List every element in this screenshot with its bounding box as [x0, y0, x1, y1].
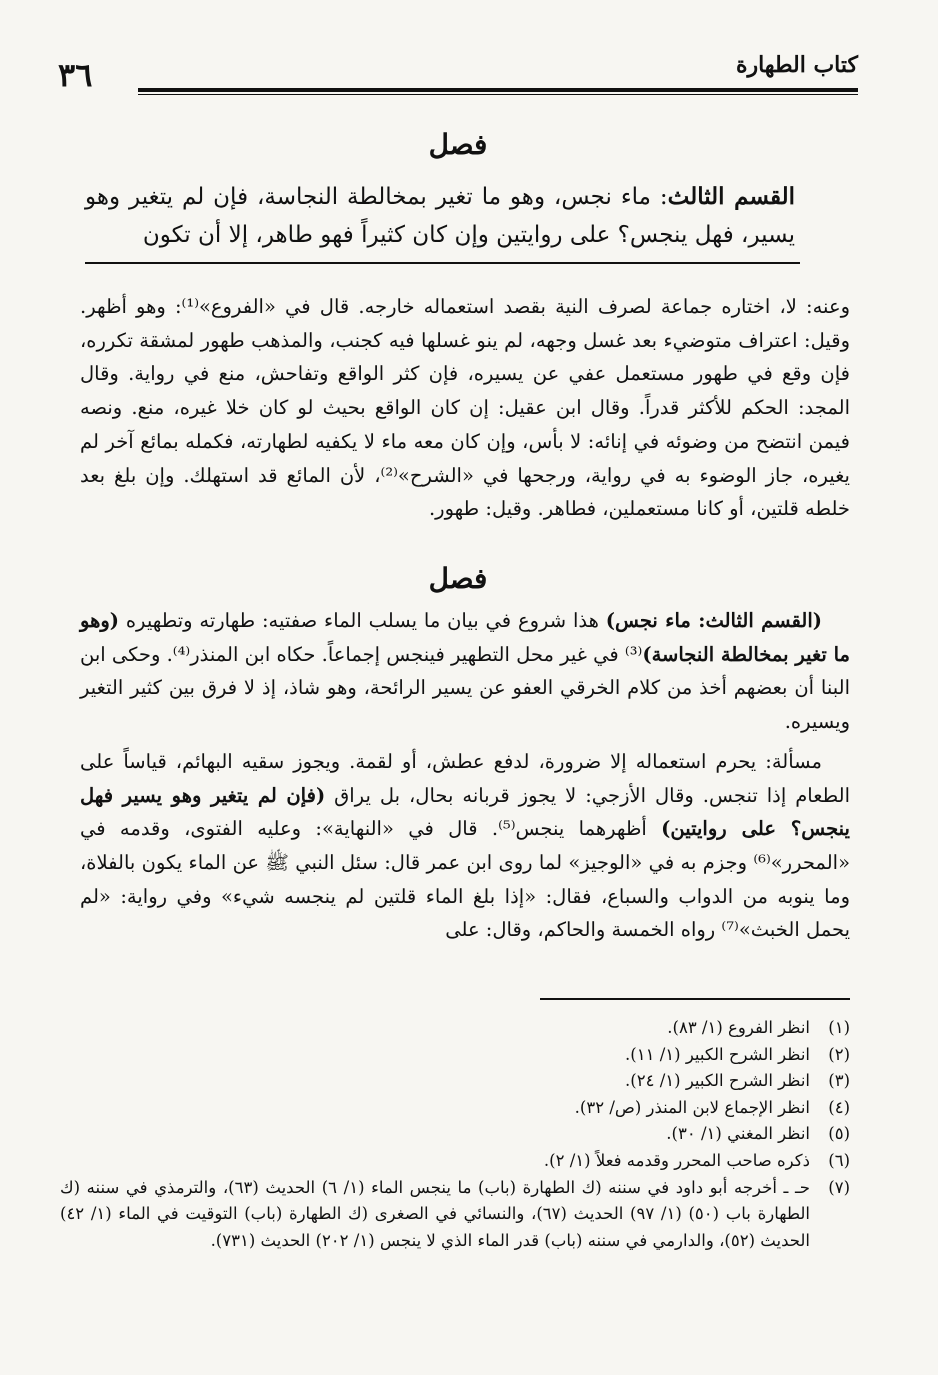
page-number: ٣٦: [58, 56, 93, 94]
footnote: (٦) ذكره صاحب المحرر وقدمه فعلاً (١/ ٢).: [543, 1150, 850, 1170]
commentary-block-2: [80, 604, 850, 947]
commentary-text: أظهرهما ينجس⁽⁵⁾. قال في «النهاية»: وعليه الفتوى، وقدمه في «المحرر»⁽⁶⁾ وجزم به في «الوجيز» لما روى ابن عمر قال: سئل النبي ﷺ عن الماء يكون بالفلاة، وما ينوبه من الدواب والسباع، فقال: «إذا بلغ الماء قلتين لم ينجسه شيء» وفي رواية: «لم يحمل الخبث»⁽⁷⁾ رواه الخمسة والحاكم، وقال: على: [80, 817, 850, 942]
footnote-separator: [540, 998, 850, 1000]
section-title-1: فصل: [428, 128, 488, 161]
footnote: (٣) انظر الشرح الكبير (١/ ٢٤).: [625, 1071, 850, 1091]
quoted-matn: (القسم الثالث: ماء نجس): [605, 609, 822, 632]
matn-separator: [85, 262, 800, 264]
header-rule-thin: [138, 94, 858, 95]
commentary-text: هذا شروع في بيان ما يسلب الماء صفتيه: طهارته وتطهيره: [119, 609, 606, 632]
header-rule: [138, 88, 858, 92]
footnote: (٤) انظر الإجماع لابن المنذر (ص/ ٣٢).: [574, 1097, 850, 1117]
commentary-paragraph-1: [80, 604, 850, 739]
quoted-matn: (وهو ما تغير بمخالطة النجاسة): [80, 609, 850, 666]
matn-body: : ماء نجس، وهو ما تغير بمخالطة النجاسة، فإن لم يتغير وهو يسير، فهل ينجس؟ على روايتين وإن كان كثيراً فهو طاهر، إلا أن تكون: [85, 184, 795, 248]
footnotes: [60, 1015, 850, 1254]
commentary-text: ⁽³⁾ في غير محل التطهير فينجس إجماعاً. حكاه ابن المنذر⁽⁴⁾. وحكى ابن البنا أن بعضهم أخذ من كلام الخرقي العفو عن يسير الرائحة، وهو شاذ، إذ لا فرق بين كثير التغير ويسيره.: [80, 642, 850, 734]
footnote: (٥) انظر المغني (١/ ٣٠).: [666, 1124, 850, 1144]
commentary-block-1: [80, 290, 850, 526]
footnote: (٢) انظر الشرح الكبير (١/ ١١).: [625, 1044, 850, 1064]
footnote: (٧) حـ ـ أخرجه أبو داود في سننه (ك الطهارة (باب) ما ينجس الماء (١/ ٦) الحديث (٦٣)، والترمذي في سننه (ك الطهارة باب (٥٠) (١/ ٩٧) الحديث (٦٧)، والنسائي في الصغرى (ك الطهارة (باب) التوقيت في الماء (١/ ٤٢) الحديث (٥٢)، والدارمي في سننه (باب) قدر الماء الذي لا ينجس (١/ ٢٠٢) الحديث (٧٣١).: [60, 1177, 850, 1250]
commentary-text: مسألة: يحرم استعماله إلا ضرورة، لدفع عطش، أو لقمة. ويجوز سقيه البهائم، قياساً على الطعام إذا تنجس. وقال الأزجي: لا يجوز قربانه بحال، بل يراق: [80, 749, 850, 807]
footnote: (١) انظر الفروع (١/ ٨٣).: [667, 1018, 850, 1037]
matn-label: القسم الثالث: [667, 183, 795, 210]
running-title: كتاب الطهارة: [735, 52, 858, 78]
commentary-paragraph-2: [80, 745, 850, 947]
matn-text: [85, 178, 795, 254]
page-header: [58, 52, 858, 102]
quoted-matn: (فإن لم يتغير وهو يسير فهل ينجس؟ على روايتين): [80, 783, 850, 841]
commentary-paragraph: وعنه: لا، اختاره جماعة لصرف النية بقصد استعماله خارجه. قال في «الفروع»⁽¹⁾: وهو أظهر. وقيل: اعتراف متوضيء بعد غسل وجهه، لم ينو غسلها فيه كجنب، والمذهب طهور لمشقة تكرره، فإن وقع في طهور مستعمل عفي عن يسيره، فإن كثر الواقع وتفاحش، منع في رواية. وقال المجد: الحكم للأكثر قدراً. وقال ابن عقيل: إن كان الواقع بحيث لو كان خلا غيره، منع. ونصه فيمن انتضح من وضوئه في إنائه: لا بأس، وإن كان معه ماء لا يكفيه لطهارته، فكمله بمائع آخر لم يغيره، جاز الوضوء به في رواية، ورجحها في «الشرح»⁽²⁾، لأن المائع قد استهلك. وإن بلغ بعد خلطه قلتين، أو كانا مستعملين، فطاهر. وقيل: طهور.: [80, 295, 850, 521]
section-title-2: فصل: [428, 562, 488, 595]
